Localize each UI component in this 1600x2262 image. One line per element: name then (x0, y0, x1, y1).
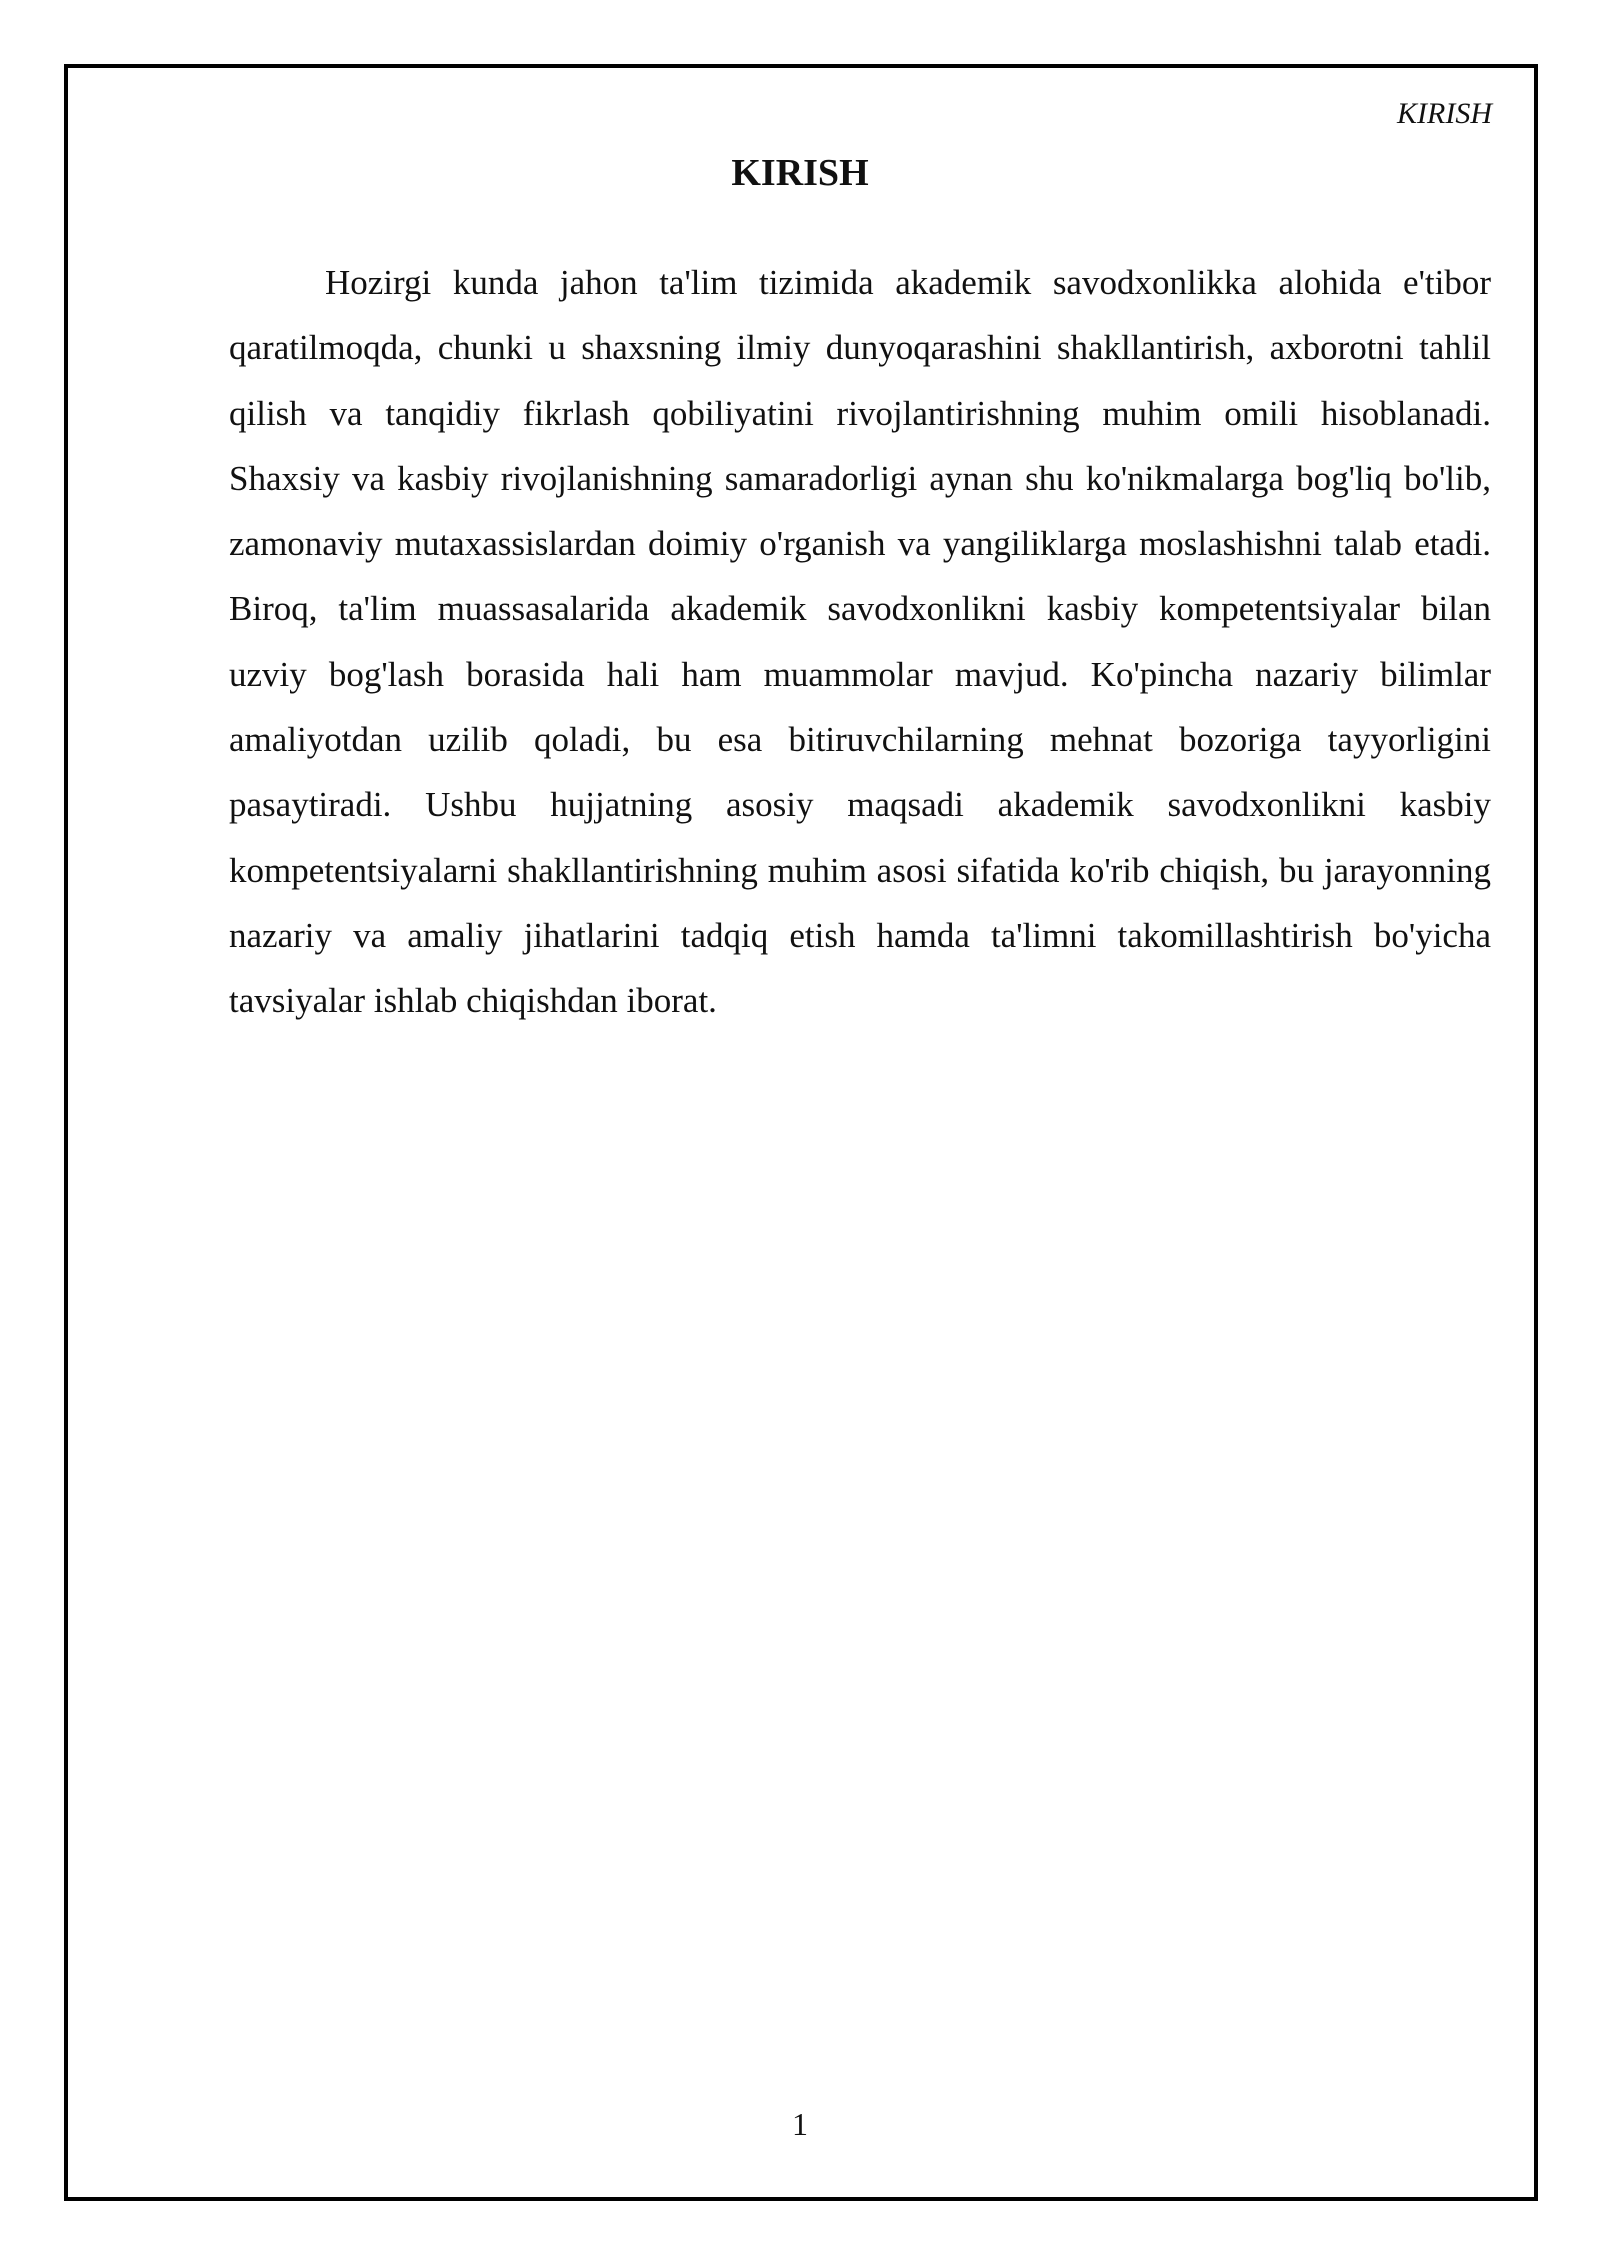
page-number: 1 (792, 2106, 808, 2142)
page-title: KIRISH (731, 152, 869, 194)
body-paragraph: Hozirgi kunda jahon ta'lim tizimida akademik savodxonlikka alohida e'tibor qaratilmoqda, chunki u shaxsning ilmiy dunyoqarashini shakllantirish, axborotni tahlil qilish va tanqidiy fikrlash qobiliyatini rivojlantirishning muhim omili hisoblanadi. Shaxsiy va kasbiy rivojlanishning samaradorligi aynan shu ko'nikmalarga bog'liq bo'lib, zamonaviy mutaxassislardan doimiy o'rganish va yangiliklarga moslashishni talab etadi. Biroq, ta'lim muassasalarida akademik savodxonlikni kasbiy kompetentsiyalar bilan uzviy bog'lash borasida hali ham muammolar mavjud. Ko'pincha nazariy bilimlar amaliyotdan uzilib qoladi, bu esa bitiruvchilarning mehnat bozoriga tayyorligini pasaytiradi. Ushbu hujjatning asosiy maqsadi akademik savodxonlikni kasbiy kompetentsiyalarni shakllantirishning muhim asosi sifatida ko'rib chiqish, bu jarayonning nazariy va amaliy jihatlarini tadqiq etish hamda ta'limni takomillashtirish bo'yicha tavsiyalar ishlab chiqishdan iborat. (229, 263, 1491, 1021)
running-header: KIRISH (1397, 97, 1492, 130)
